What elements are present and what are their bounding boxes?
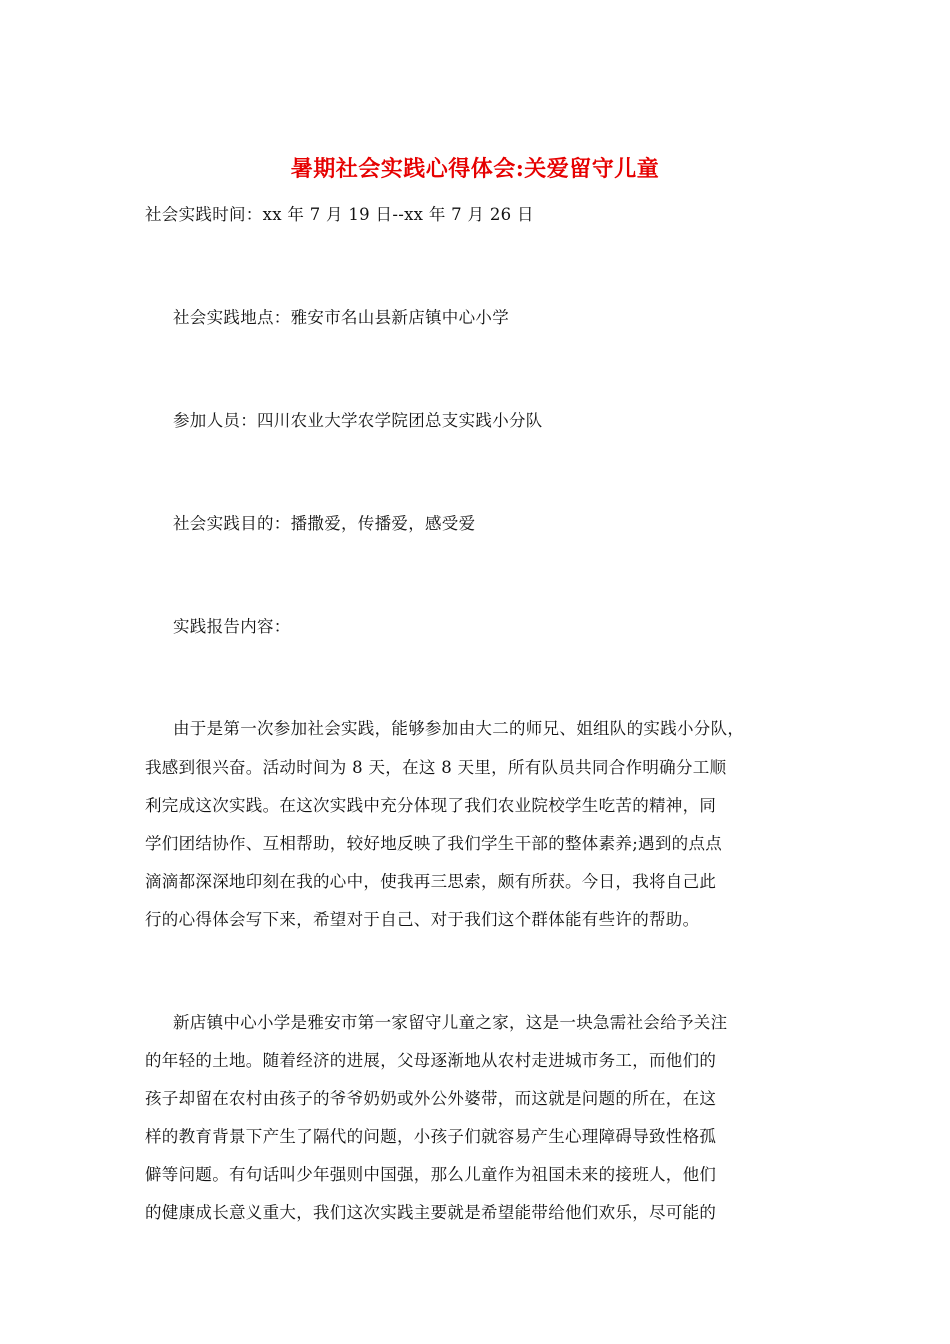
document-title: 暑期社会实践心得体会:关爱留守儿童 (290, 156, 660, 182)
practice-location-line: 社会实践地点：雅安市名山县新店镇中心小学 (173, 308, 509, 327)
report-heading: 实践报告内容： (173, 617, 291, 636)
paragraph-2-line: 僻等问题。有句话叫少年强则中国强，那么儿童作为祖国未来的接班人，他们 (145, 1165, 717, 1184)
participants-line: 参加人员：四川农业大学农学院团总支实践小分队 (173, 411, 543, 430)
paragraph-1-line: 利完成这次实践。在这次实践中充分体现了我们农业院校学生吃苦的精神，同 (145, 796, 717, 815)
paragraph-1-line: 滴滴都深深地印刻在我的心中，使我再三思索，颇有所获。今日，我将自己此 (145, 872, 717, 891)
paragraph-2-line: 的年轻的土地。随着经济的进展，父母逐渐地从农村走进城市务工，而他们的 (145, 1051, 717, 1070)
paragraph-1-line: 行的心得体会写下来，希望对于自己、对于我们这个群体能有些许的帮助。 (145, 910, 700, 929)
paragraph-2-line: 孩子却留在农村由孩子的爷爷奶奶或外公外婆带，而这就是问题的所在，在这 (145, 1089, 717, 1108)
paragraph-2-line: 的健康成长意义重大，我们这次实践主要就是希望能带给他们欢乐，尽可能的 (145, 1203, 717, 1222)
paragraph-2-line: 新店镇中心小学是雅安市第一家留守儿童之家，这是一块急需社会给予关注 (173, 1013, 728, 1032)
practice-purpose-line: 社会实践目的：播撒爱，传播爱，感受爱 (173, 514, 476, 533)
paragraph-1-line: 我感到很兴奋。活动时间为 8 天，在这 8 天里，所有队员共同合作明确分工顺 (145, 758, 727, 777)
paragraph-2-line: 样的教育背景下产生了隔代的问题，小孩子们就容易产生心理障碍导致性格孤 (145, 1127, 717, 1146)
paragraph-1-line: 由于是第一次参加社会实践，能够参加由大二的师兄、姐组队的实践小分队， (173, 719, 745, 738)
paragraph-1-line: 学们团结协作、互相帮助，较好地反映了我们学生干部的整体素养;遇到的点点 (145, 834, 723, 853)
practice-time-line: 社会实践时间：xx 年 7 月 19 日--xx 年 7 月 26 日 (145, 205, 534, 224)
